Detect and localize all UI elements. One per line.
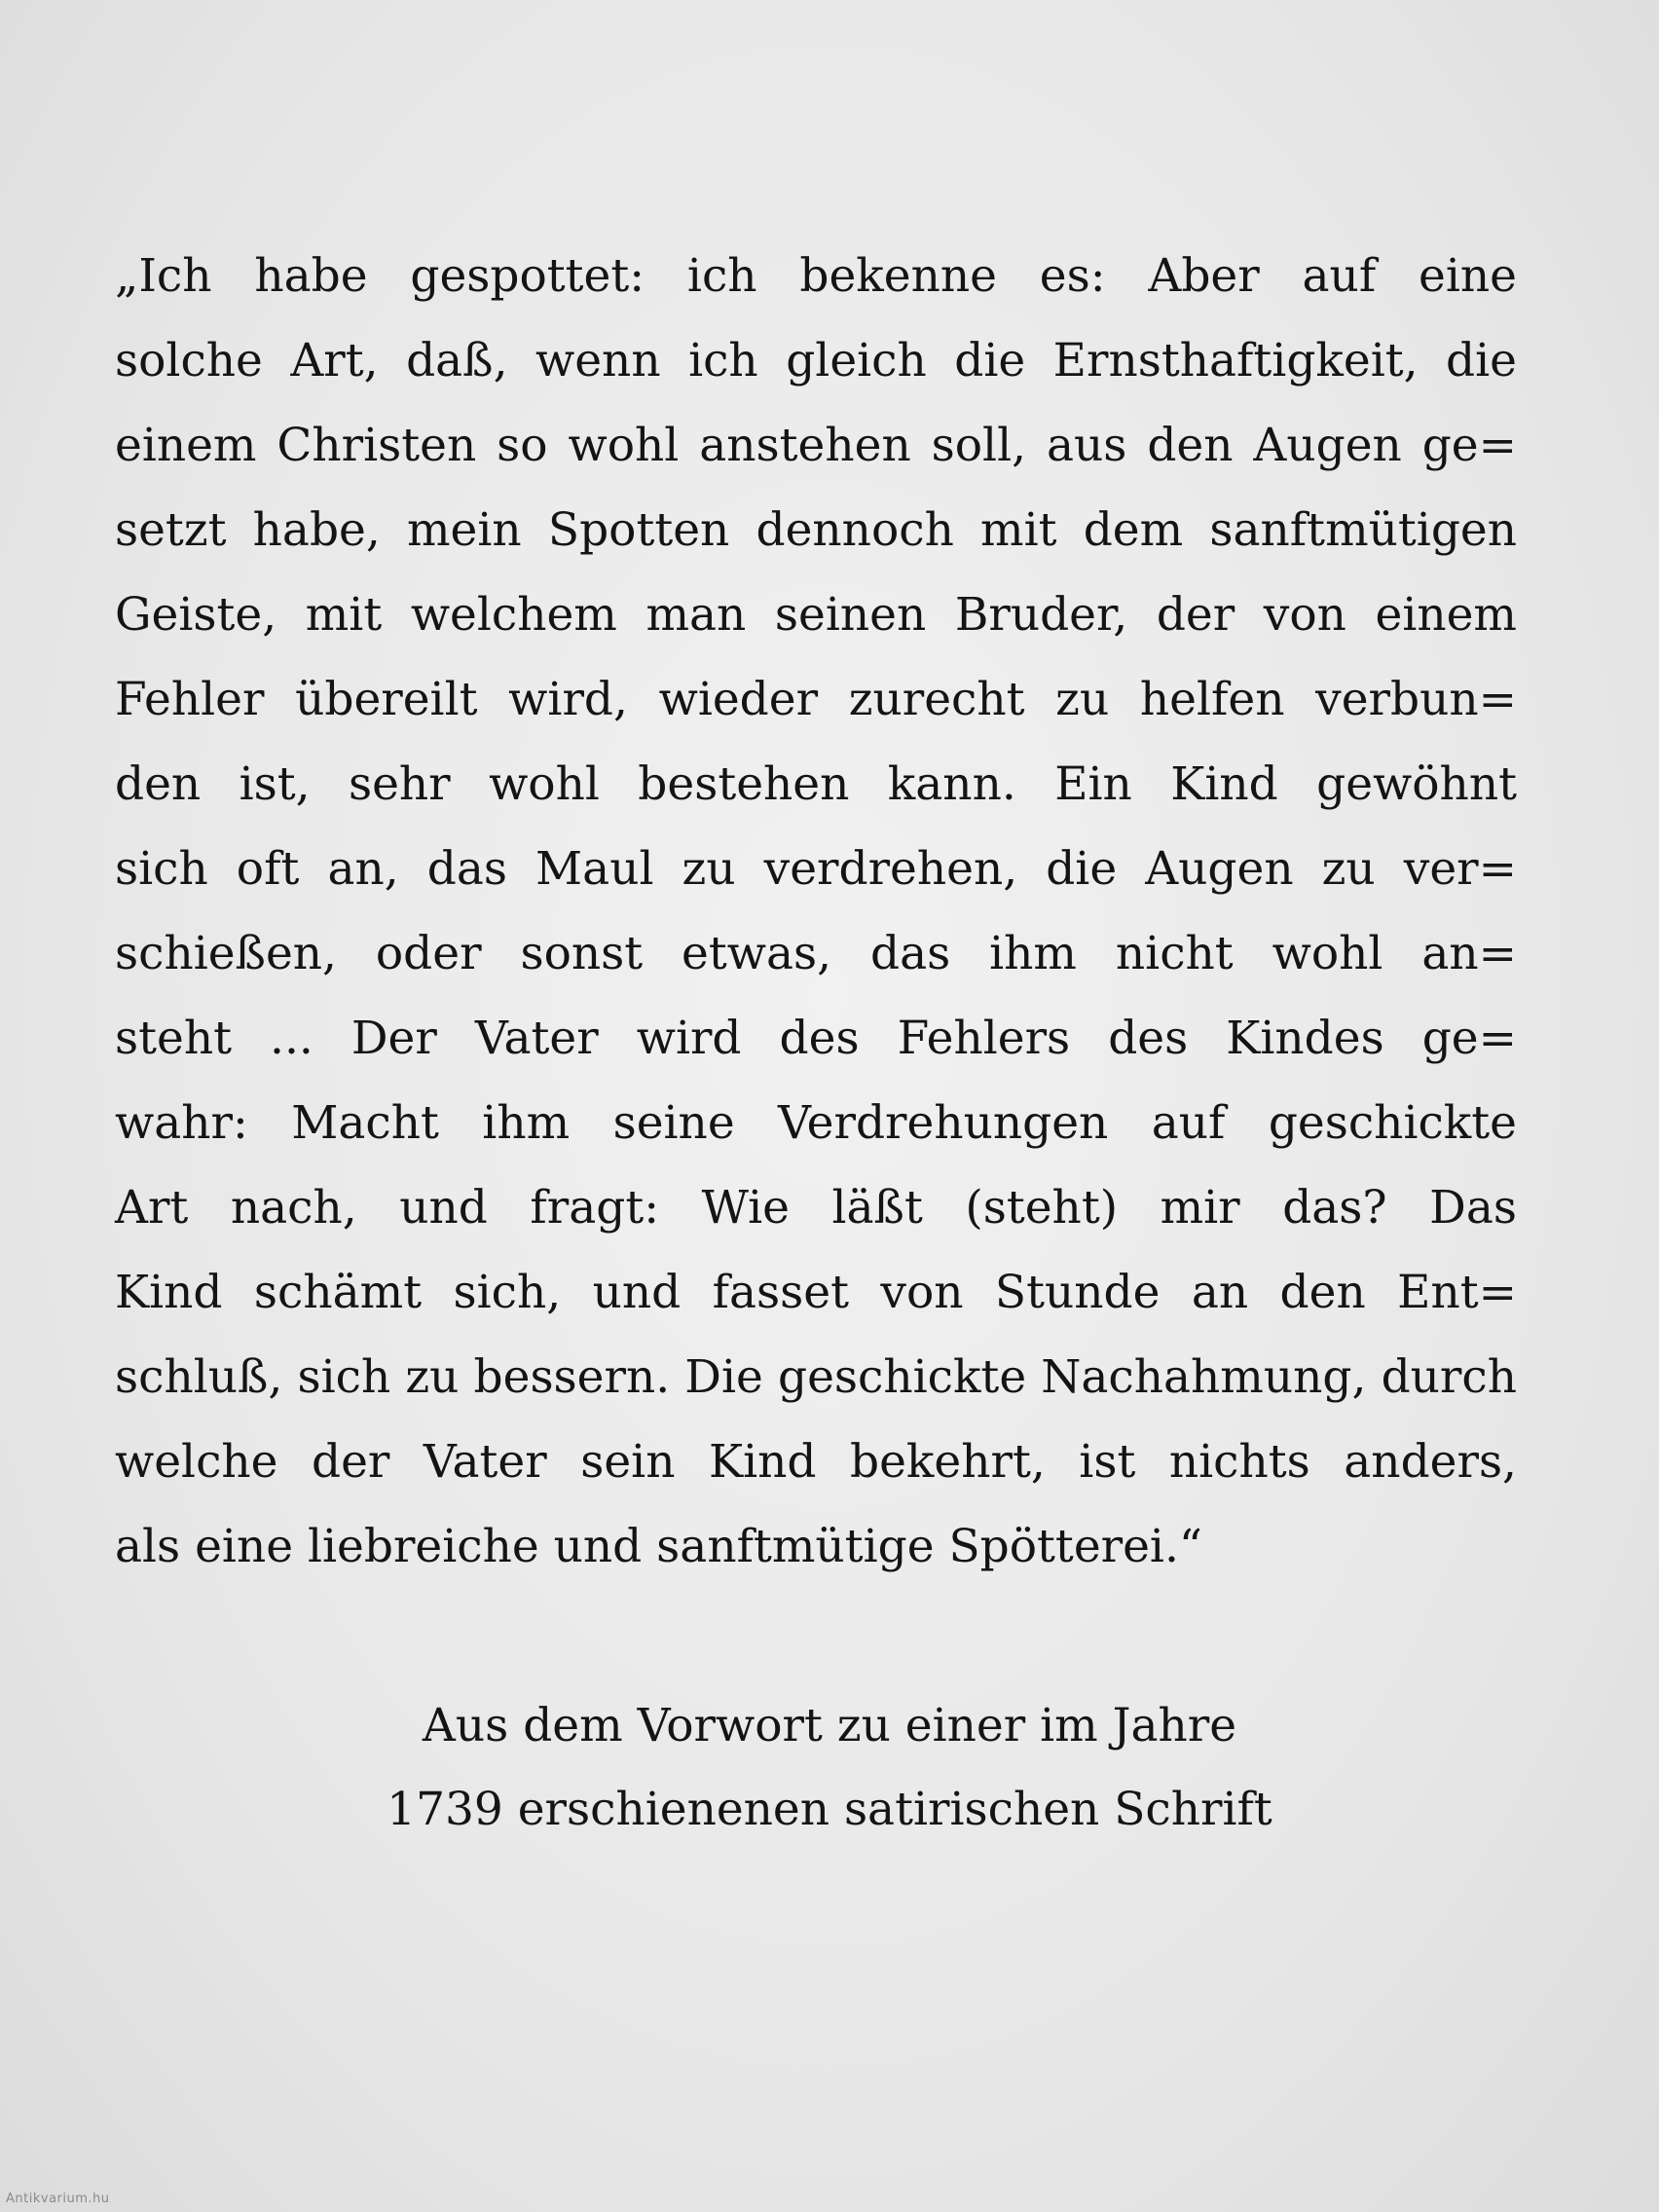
quote-line: sich oft an, das Maul zu verdrehen, die Augen zu ver= xyxy=(115,842,1517,896)
quote-line: steht ... Der Vater wird des Fehlers des Kindes ge= xyxy=(115,1012,1517,1065)
quote-line: den ist, sehr wohl bestehen kann. Ein Kind gewöhnt xyxy=(115,757,1517,811)
quote-line: welche der Vater sein Kind bekehrt, ist nichts anders, xyxy=(115,1435,1517,1489)
quote-line: schluß, sich zu bessern. Die geschickte Nachahmung, durch xyxy=(115,1350,1517,1404)
quote-line: Art nach, und fragt: Wie läßt (steht) mir das? Das xyxy=(115,1181,1517,1235)
quote-line: solche Art, daß, wenn ich gleich die Ernsthaftigkeit, die xyxy=(115,334,1517,387)
quote-line: als eine liebreiche und sanftmütige Spötterei.“ xyxy=(115,1520,1202,1573)
quote-line: Geiste, mit welchem man seinen Bruder, der von einem xyxy=(115,588,1517,642)
quote-line: setzt habe, mein Spotten dennoch mit dem sanftmütigen xyxy=(115,503,1517,557)
quote-line: Fehler übereilt wird, wieder zurecht zu helfen verbun= xyxy=(115,673,1517,726)
attribution xyxy=(292,1684,1367,1852)
watermark: Antikvarium.hu xyxy=(6,2192,110,2206)
quote-line: schießen, oder sonst etwas, das ihm nicht wohl an= xyxy=(115,927,1517,980)
attribution-line-1: Aus dem Vorwort zu einer im Jahre xyxy=(422,1699,1237,1752)
quote-paragraph xyxy=(115,234,1517,1589)
quote-line: Kind schämt sich, und fasset von Stunde an den Ent= xyxy=(115,1266,1517,1319)
quote-line: „Ich habe gespottet: ich bekenne es: Aber auf eine xyxy=(115,249,1517,303)
quote-line: einem Christen so wohl anstehen soll, aus den Augen ge= xyxy=(115,419,1517,472)
attribution-line-2: 1739 erschienenen satirischen Schrift xyxy=(387,1783,1272,1836)
quote-line: wahr: Macht ihm seine Verdrehungen auf geschickte xyxy=(115,1096,1517,1150)
